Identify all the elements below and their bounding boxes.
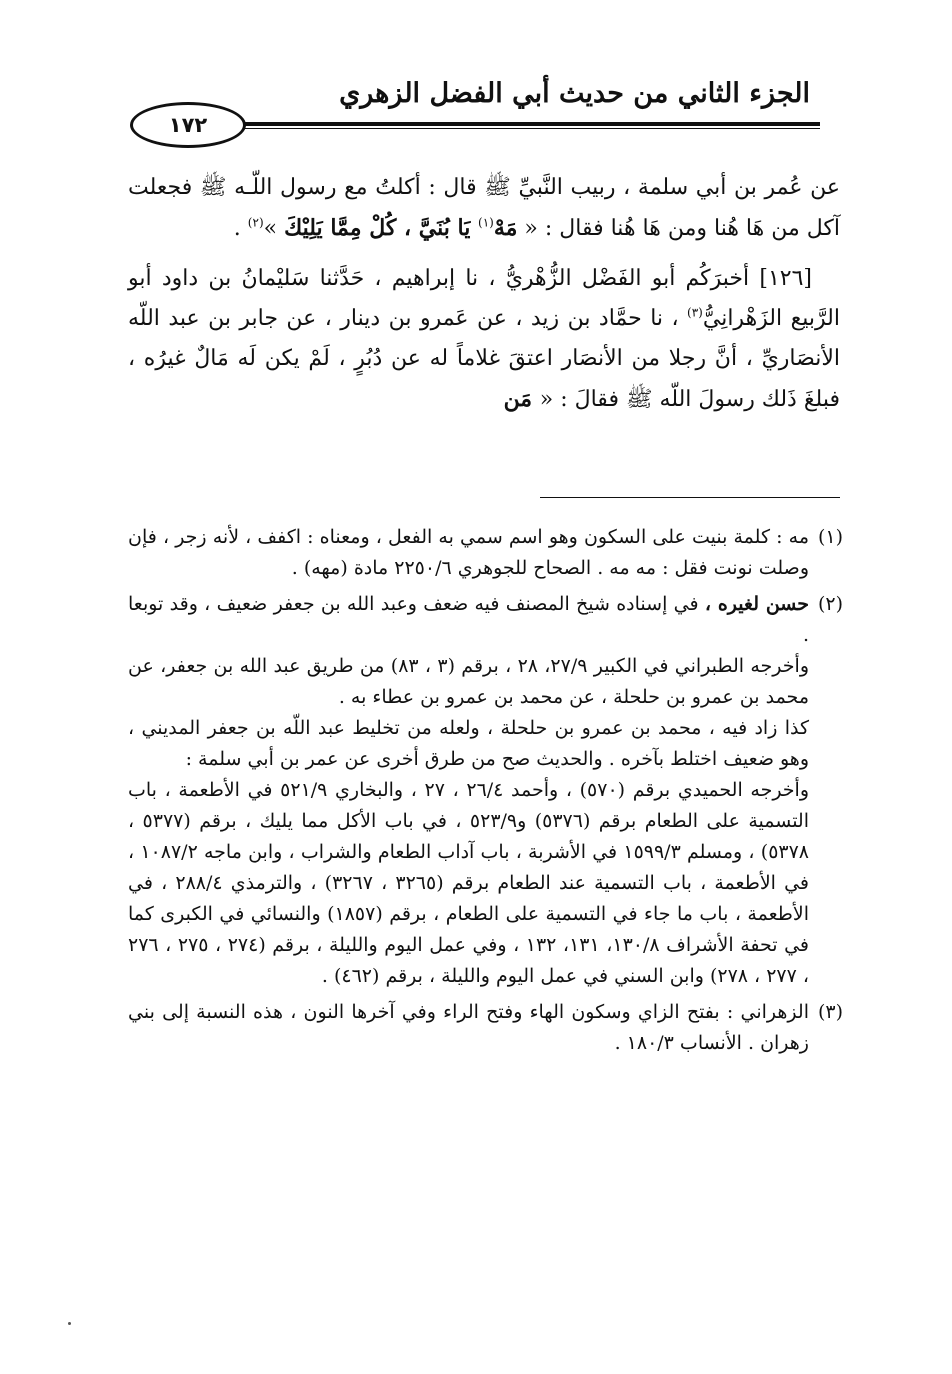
page-number-badge (130, 102, 246, 148)
hadith-paragraph-126 (128, 259, 840, 420)
footnotes (128, 522, 843, 1064)
hadith-text: عن عُمر بن أبي سلمة ، ربيب النَّبيِّ ﷺ قال : أكلتُ مع رسول اللّـه ﷺ فجعلت آكل من هَا هُنا ومن هَا هُنا فقال : « (128, 175, 840, 241)
isnad-text: [١٢٦] أخبرَكُم أبو الفَضْل الزُّهْريُّ ، نا إبراهيم ، حَدَّثنا سَليْمانُ بن داود أبو الرَّبيع الزَهْرانِيُّ (128, 266, 840, 331)
scan-speck (68, 1322, 71, 1325)
footnote-number: (٢) (817, 593, 843, 615)
hadith-quote: مَن (503, 386, 540, 412)
footnote-ref[interactable]: (١) (478, 215, 494, 230)
footnote-separator (540, 497, 840, 498)
hadith-quote: مَهْ (493, 215, 518, 241)
grading-text: في إسناده شيخ المصنف فيه ضعف وعبد الله بن جعفر ضعيف ، وقد توبعا . (128, 593, 809, 646)
footnote-text (128, 589, 809, 651)
grading: حسن لغيره ، (704, 593, 810, 615)
footnote-number: (١) (817, 526, 843, 548)
footnote-paragraph: وأخرجه الحميدي برقم (٥٧٠) ، وأحمد ٢٦/٤ ، ٢٧ ، والبخاري ٥٢١/٩ في الأطعمة ، باب التسمية على الطعام برقم (٥٣٧٦) و٥٢٣/٩ ، في باب الأكل مما يليك ، برقم (٥٣٧٧ ، ٥٣٧٨) ، ومسلم ١٥٩٩/٣ في الأشربة ، باب آداب الطعام والشراب ، وابن ماجه ١٠٨٧/٢ ، في الأطعمة ، باب التسمية عند الطعام برقم (٣٢٦٥ ، ٣٢٦٧) ، والترمذي ٢٨٨/٤ ، في الأطعمة ، باب ما جاء في التسمية على الطعام ، برقم (١٨٥٧) والنسائي في الكبرى كما في تحفة الأشراف ١٣٠/٨، ١٣١، ١٣٢ ، وفي عمل اليوم والليلة ، برقم (٢٧٤ ، ٢٧٥ ، ٢٧٦ ، ٢٧٧ ، ٢٧٨) وابن السني في عمل اليوم والليلة ، برقم (٤٦٢) . (128, 779, 810, 987)
header-rule-thin (220, 128, 820, 129)
footnote-text: مه : كلمة بنيت على السكون وهو اسم سمي به الفعل ، ومعناه : اكفف ، لأنه زجر ، فإن وصلت نونت فقل : مه مه . الصحاح للجوهري ٢٢٥٠/٦ مادة (مهه) . (128, 526, 809, 579)
footnote-ref[interactable]: (٢) (247, 215, 264, 230)
footnote-2 (128, 589, 843, 992)
hadith-paragraph-1 (128, 168, 840, 249)
page-header (130, 78, 830, 148)
main-text (128, 168, 840, 420)
running-title: الجزء الثاني من حديث أبي الفضل الزهري (339, 78, 810, 109)
hadith-quote-cont: يَا بُنَيَّ ، كُلْ مِمَّا يَلِيْكَ (284, 215, 478, 241)
header-rule (220, 122, 820, 126)
footnote-paragraph: كذا زاد فيه ، محمد بن عمرو بن حلحلة ، ولعله من تخليط عبد اللّه بن جعفر المديني ، وهو ضعيف اختلط بآخره . والحديث صح من طرق أخرى عن عمر بن أبي سلمة : (128, 717, 809, 770)
footnote-text: الزهراني : بفتح الزاي وسكون الهاء وفتح الراء وفي آخرها النون ، هذه النسبة إلى بني زهران . الأنساب ١٨٠/٣ . (128, 1001, 809, 1054)
footnote-paragraph: وأخرجه الطبراني في الكبير ٢٧/٩، ٢٨ ، برقم (٣ ، ٨٣) من طريق عبد الله بن جعفر، عن محمد بن عمرو بن حلحلة ، عن محمد بن عمرو بن عطاء به . (128, 655, 809, 708)
page-number: ١٧٢ (168, 113, 208, 137)
quote-close: » (263, 216, 285, 241)
footnote-number: (٣) (817, 1001, 843, 1023)
paragraph-end: . (233, 216, 248, 241)
hadith-text: ، نا حمَّاد بن زيد ، عن عَمرو بن دينار ، عن جابر بن عبد اللّه الأنصَاريِّ ، أنَّ رجلا من الأنصَار اعتقَ غلاماً له عن دُبُرٍ ، لَمْ يكن لَه مَالٌ غيرُه ، فبلغَ ذَلك رسولَ اللّه ﷺ فقالَ : « (128, 306, 840, 412)
footnote-1 (128, 522, 843, 584)
footnote-3 (128, 997, 843, 1059)
footnote-ref[interactable]: (٣) (687, 305, 703, 320)
